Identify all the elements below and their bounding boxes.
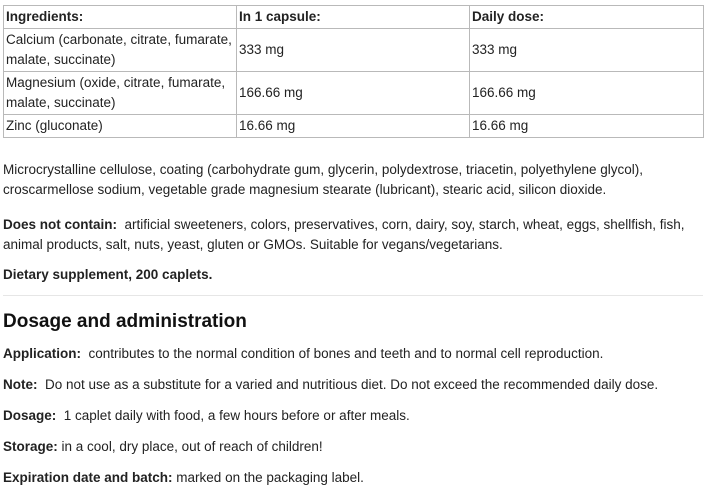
dosage-heading: Dosage and administration	[3, 311, 247, 332]
application-text: contributes to the normal condition of bones and teeth and to normal cell reproduction.	[88, 346, 604, 361]
application-label: Application:	[3, 346, 81, 361]
storage-label: Storage:	[3, 439, 58, 454]
per-capsule-cell: 166.66 mg	[237, 72, 470, 115]
header-per-capsule: In 1 capsule:	[237, 6, 470, 29]
table-row	[4, 72, 704, 115]
storage-line	[3, 437, 703, 457]
note-line	[3, 375, 703, 395]
note-text: Do not use as a substitute for a varied and nutritious diet. Do not exceed the recommended daily dose.	[45, 377, 659, 392]
dosage-line	[3, 406, 703, 426]
product-description	[3, 5, 703, 485]
per-capsule-cell: 333 mg	[237, 29, 470, 72]
storage-text: in a cool, dry place, out of reach of children!	[61, 439, 323, 454]
free-from-label: Does not contain:	[3, 217, 117, 232]
table-row	[4, 115, 704, 138]
application-line	[3, 344, 703, 364]
per-capsule-cell: 16.66 mg	[237, 115, 470, 138]
composition-text: Microcrystalline cellulose, coating (carbohydrate gum, glycerin, polydextrose, triacetin, polyethylene glycol), croscarmellose sodium, vegetable grade magnesium stearate (lubricant), stearic acid, silicon dioxide.	[3, 162, 644, 197]
table-header-row	[4, 6, 704, 29]
expiry-label: Expiration date and batch:	[3, 470, 173, 485]
expiry-line	[3, 468, 703, 488]
expiry-text: marked on the packaging label.	[176, 470, 364, 485]
dosage-text: 1 caplet daily with food, a few hours before or after meals.	[63, 408, 410, 423]
ingredient-cell: Zinc (gluconate)	[4, 115, 237, 138]
free-from-paragraph	[3, 215, 703, 255]
dosage-label: Dosage:	[3, 408, 57, 423]
header-ingredients: Ingredients:	[4, 6, 237, 29]
daily-dose-cell: 16.66 mg	[470, 115, 704, 138]
section-divider	[3, 295, 703, 296]
header-daily-dose: Daily dose:	[470, 6, 704, 29]
daily-dose-cell: 333 mg	[470, 29, 704, 72]
free-from-text: artificial sweeteners, colors, preservatives, corn, dairy, soy, starch, wheat, eggs, shellfish, fish, animal products, salt, nuts, yeast, gluten or GMOs. Suitable for vegans/vegetarians.	[3, 217, 685, 252]
supplement-line: Dietary supplement, 200 caplets.	[3, 267, 213, 282]
note-label: Note:	[3, 377, 38, 392]
table-row	[4, 29, 704, 72]
ingredient-cell: Magnesium (oxide, citrate, fumarate, malate, succinate)	[4, 72, 237, 115]
daily-dose-cell: 166.66 mg	[470, 72, 704, 115]
ingredients-table	[3, 5, 704, 138]
ingredient-cell: Calcium (carbonate, citrate, fumarate, malate, succinate)	[4, 29, 237, 72]
